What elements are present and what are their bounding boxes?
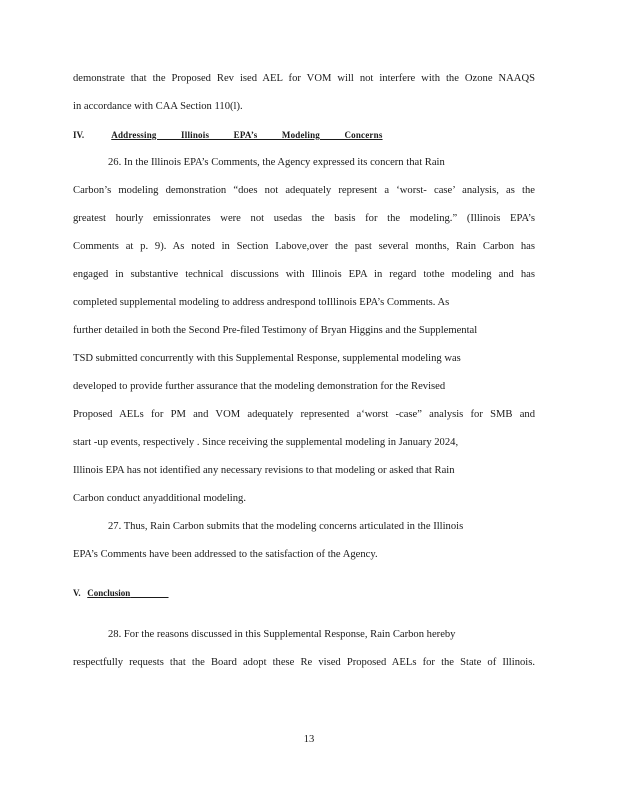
body-text-line: respectfully requests that the Board adopt these Re vised Proposed AELs for the State of Illinois. [73,657,535,668]
body-text-line: Proposed AELs for PM and VOM adequately represented a‘worst -case” analysis for SMB and [73,409,535,420]
body-text-line: Carbon conduct anyadditional modeling. [73,493,246,504]
body-text-line: Carbon’s modeling demonstration “does not adequately represent a ‘worst- case’ analysis, as the [73,185,535,196]
body-text-line: EPA’s Comments have been addressed to the satisfaction of the Agency. [73,549,378,560]
body-text-line: completed supplemental modeling to address andrespond toIllinois EPA’s Comments. As [73,297,450,308]
body-text-line: 26. In the Illinois EPA’s Comments, the Agency expressed its concern that Rain [108,157,445,168]
section-heading-v [73,586,169,600]
body-text-line: further detailed in both the Second Pre-filed Testimony of Bryan Higgins and the Supplemental [73,325,478,336]
body-text-line: 28. For the reasons discussed in this Supplemental Response, Rain Carbon hereby [108,629,456,640]
section-number: V. [73,588,81,598]
section-title: Conclusion [87,588,131,598]
body-text-line: engaged in substantive technical discussions with Illinois EPA in regard tothe modeling and has [73,269,535,280]
section-title: Addressing Illinois EPA’s Modeling Concerns [111,130,383,140]
section-heading-iv [73,128,383,142]
body-text-line: Illinois EPA has not identified any necessary revisions to that modeling or asked that Rain [73,465,455,476]
body-text-line: Comments at p. 9). As noted in Section I.above,over the past several months, Rain Carbon has [73,241,535,252]
body-text-line: 27. Thus, Rain Carbon submits that the modeling concerns articulated in the Illinois [108,521,464,532]
body-text-line: start -up events, respectively . Since receiving the supplemental modeling in January 2024, [73,437,459,448]
body-text-line: greatest hourly emissionrates were not usedas the basis for the modeling.” (Illinois EPA’s [73,213,535,224]
body-text-line: TSD submitted concurrently with this Supplemental Response, supplemental modeling was [73,353,461,364]
body-text-line: in accordance with CAA Section 110(l). [73,101,243,112]
body-text-line: developed to provide further assurance that the modeling demonstration for the Revised [73,381,446,392]
body-text-line: demonstrate that the Proposed Rev ised AEL for VOM will not interfere with the Ozone NAAQS [73,73,535,84]
section-number: IV. [73,130,85,140]
page-number: 13 [303,734,315,745]
